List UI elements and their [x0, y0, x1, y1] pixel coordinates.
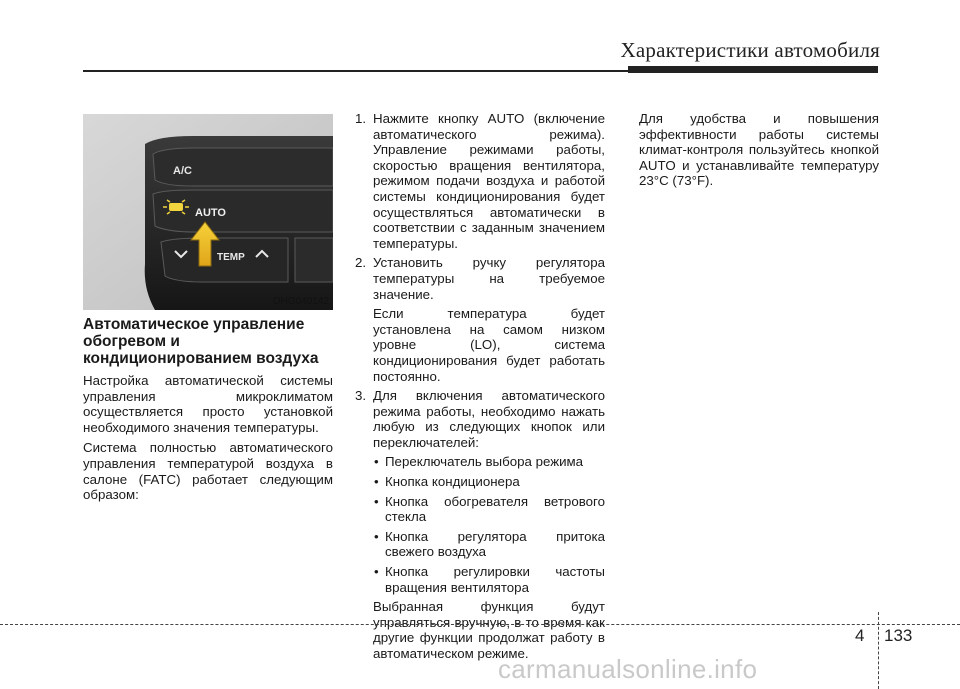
- auto-button-label: AUTO: [195, 207, 226, 219]
- bullet-item: • Кнопка регулировки частоты вращения вентилятора: [374, 564, 605, 595]
- chapter-number: 4: [855, 626, 865, 645]
- step-number: 1.: [355, 111, 367, 126]
- climate-panel-illustration: [83, 114, 333, 310]
- auto-indicator-light: [169, 203, 183, 211]
- step-number: 2.: [355, 255, 367, 271]
- bullet-item: • Кнопка регулятора притока свежего воздуха: [374, 528, 605, 560]
- page-number: 133: [884, 626, 913, 645]
- footer-vertical-divider: [878, 612, 879, 689]
- bullet-icon: •: [374, 474, 379, 490]
- figure-code: OHG040142: [272, 296, 329, 307]
- page-header-title: Характеристики автомобиля: [620, 38, 880, 62]
- bullet-icon: •: [374, 528, 379, 544]
- ac-button-label: A/C: [173, 165, 192, 177]
- fatc-paragraph: Система полностью автоматического управления температурой воздуха в салоне (FATC) работает следующим образом:: [83, 440, 333, 503]
- step-item: [355, 111, 605, 251]
- climate-control-figure: [83, 114, 333, 310]
- step-after-text: Выбранная функция будут управляться вручную, в то время как другие функции продолжат работу в автоматическом режиме.: [373, 599, 605, 661]
- bullet-item: • Переключатель выбора режима: [374, 454, 584, 470]
- section-title-line: обогревом и: [83, 333, 180, 350]
- bullet-icon: •: [374, 454, 379, 470]
- section-title-line: кондиционированием воздуха: [83, 350, 319, 367]
- bullet-item: • Кнопка обогревателя ветрового стекла: [374, 493, 605, 525]
- header-rule-accent: [628, 66, 878, 73]
- bullet-icon: •: [374, 493, 379, 509]
- step-text: Установить ручку регулятора температуры на требуемое значение.: [373, 255, 605, 302]
- header-rule: [83, 70, 631, 72]
- column-left: [83, 316, 333, 508]
- watermark: carmanualsonline.info: [498, 654, 758, 684]
- step-number: 3.: [355, 388, 367, 404]
- column-middle: [355, 111, 605, 666]
- steps-list: [355, 111, 605, 662]
- step-note: Если температура будет установлена на самом низком уровне (LO), система кондиционирования будет работать постоянно.: [373, 306, 605, 384]
- step-item: [355, 255, 605, 384]
- intro-paragraph: Настройка автоматической системы управления микроклиматом осуществляется просто установкой необходимого значения температуры.: [83, 373, 333, 435]
- temp-label: TEMP: [217, 252, 245, 263]
- section-title: [83, 316, 333, 367]
- bullet-item: • Кнопка кондиционера: [374, 474, 520, 490]
- footer-divider: [0, 624, 960, 625]
- step-text: Для включения автоматического режима работы, необходимо нажать любую из следующих кнопок или переключателей:: [373, 388, 605, 450]
- step-item: [355, 388, 605, 662]
- bullet-icon: •: [374, 564, 379, 580]
- section-title-line: Автоматическое управление: [83, 316, 305, 333]
- column-right: [639, 111, 879, 189]
- step-text: Нажмите кнопку AUTO (включение автоматического режима). Управление режимами работы, скоростью вращения вентилятора, режимом подачи воздуха и работой системы кондиционирования будет осуществляться автоматически в соответствии с заданным значением температуры.: [373, 111, 605, 251]
- controls-bullet-list: [373, 454, 605, 595]
- tip-paragraph: Для удобства и повышения эффективности работы системы климат-контроля пользуйтесь кнопкой AUTO и устанавливайте температуру 23°C (73°F).: [639, 111, 879, 189]
